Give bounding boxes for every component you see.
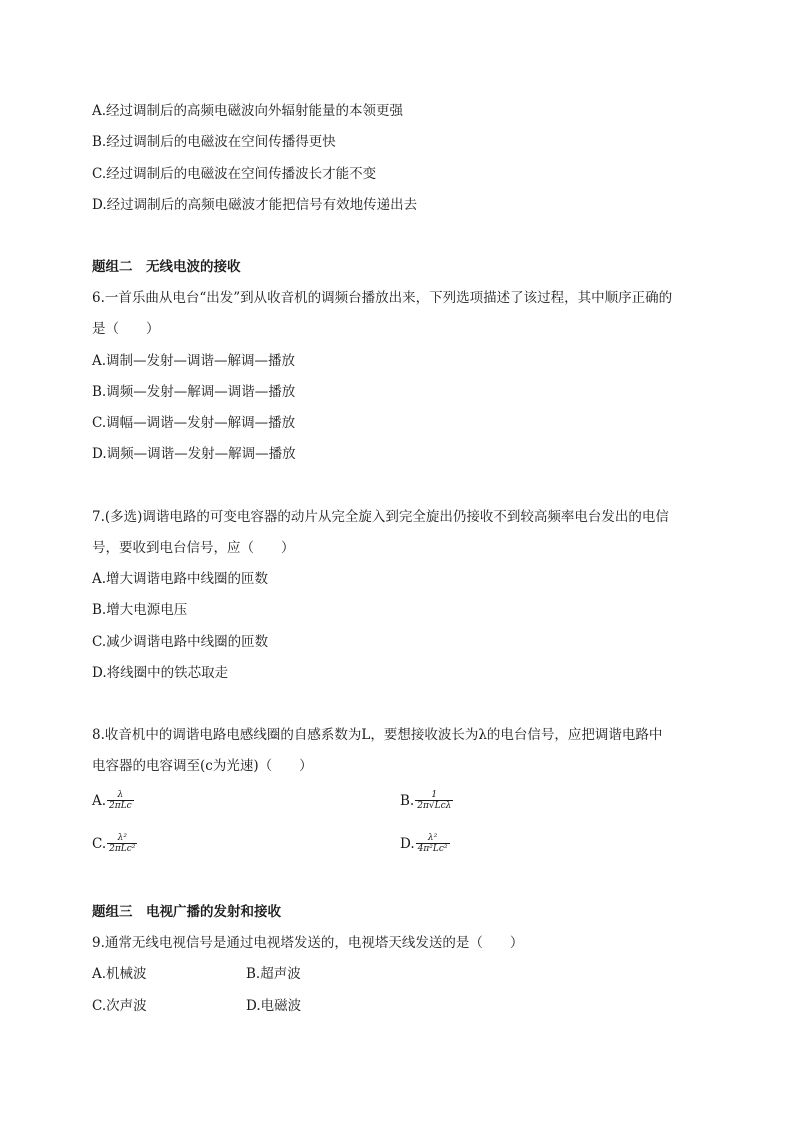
q6-stem-line2: 是（ ） — [92, 321, 160, 337]
q8-stem-line2: 电容器的电容调至(c为光速)（ ） — [92, 758, 313, 774]
fraction-numerator: λ — [117, 790, 124, 800]
fraction-numerator: 1 — [431, 790, 438, 800]
q9-option-b: B.超声波 — [246, 966, 301, 982]
q6-option-b: B.调频—发射—解调—调谐—播放 — [92, 384, 296, 400]
fraction-denominator: 4π²Lc² — [417, 844, 448, 854]
fraction-numerator: λ² — [427, 833, 438, 843]
group3-heading: 题组三 电视广播的发射和接收 — [92, 904, 281, 920]
q6-option-a: A.调制—发射—调谐—解调—播放 — [92, 353, 296, 369]
q8-option-d — [400, 833, 450, 854]
q8-option-c-label: C. — [92, 835, 107, 852]
q8-option-a-label: A. — [92, 792, 107, 809]
q9-stem: 9.通常无线电视信号是通过电视塔发送的，电视塔天线发送的是（ ） — [92, 935, 524, 951]
q8-stem-line1: 8.收音机中的调谐电路电感线圈的自感系数为L，要想接收波长为λ的电台信号，应把调谐电路中 — [92, 727, 663, 743]
q8-option-a — [92, 790, 134, 811]
q7-option-c: C.减少调谐电路中线圈的匝数 — [92, 634, 269, 650]
q8-option-c — [92, 833, 137, 854]
q7-stem-line1: 7.(多选)调谐电路的可变电容器的动片从完全旋入到完全旋出仍接收不到较高频率电台发出的电信 — [92, 509, 669, 525]
q7-option-d: D.将线圈中的铁芯取走 — [92, 665, 229, 681]
q8-option-d-label: D. — [400, 835, 415, 852]
q7-stem-line2: 号，要收到电台信号，应（ ） — [92, 540, 295, 556]
q6-stem-line1: 6.一首乐曲从电台“出发”到从收音机的调频台播放出来，下列选项描述了该过程，其中顺序正确的 — [92, 290, 673, 306]
fraction-denominator: 2πLc² — [109, 844, 136, 854]
q8-option-d-fraction — [416, 833, 450, 854]
group2-heading: 题组二 无线电波的接收 — [92, 259, 241, 275]
fraction-denominator: 2π√Lcλ — [417, 801, 452, 811]
q5-option-c: C.经过调制后的电磁波在空间传播波长才能不变 — [92, 166, 377, 182]
q9-option-d: D.电磁波 — [246, 998, 302, 1014]
q9-option-a: A.机械波 — [92, 966, 147, 982]
q8-option-b-label: B. — [400, 792, 415, 809]
fraction-denominator: 2πLc — [109, 801, 132, 811]
q6-option-c: C.调幅—调谐—发射—解调—播放 — [92, 415, 296, 431]
q5-option-b: B.经过调制后的电磁波在空间传播得更快 — [92, 134, 336, 150]
fraction-numerator: λ² — [117, 833, 127, 843]
q8-option-b-fraction — [415, 790, 453, 811]
q5-option-a: A.经过调制后的高频电磁波向外辐射能量的本领更强 — [92, 103, 404, 119]
q7-option-a: A.增大调谐电路中线圈的匝数 — [92, 571, 269, 587]
q9-option-c: C.次声波 — [92, 998, 147, 1014]
q7-option-b: B.增大电源电压 — [92, 602, 188, 618]
q6-option-d: D.调频—调谐—发射—解调—播放 — [92, 446, 296, 462]
q8-option-b — [400, 790, 453, 811]
q8-option-a-fraction — [107, 790, 134, 811]
q8-option-c-fraction — [107, 833, 137, 854]
q5-option-d: D.经过调制后的高频电磁波才能把信号有效地传递出去 — [92, 197, 418, 213]
